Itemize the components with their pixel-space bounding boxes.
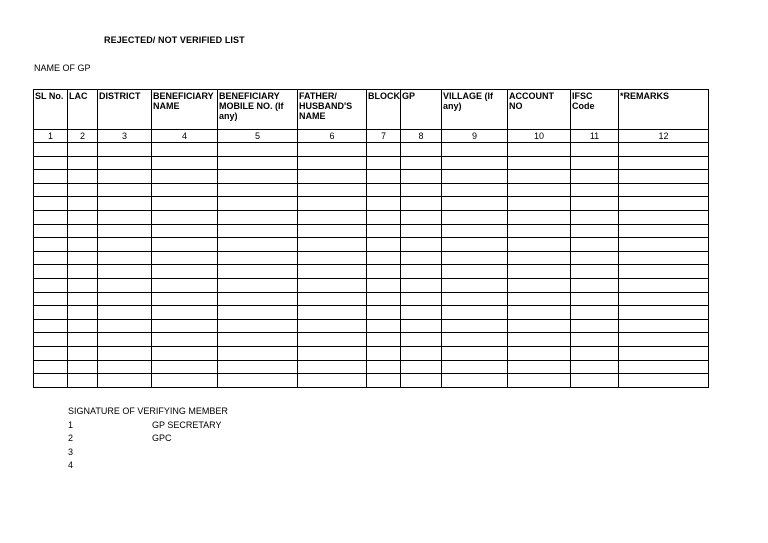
- table-cell: [619, 210, 709, 224]
- table-cell: [571, 210, 619, 224]
- table-cell: [571, 183, 619, 197]
- table-cell: [34, 319, 68, 333]
- table-cell: [218, 251, 298, 265]
- table-cell: [571, 251, 619, 265]
- table-cell: [401, 156, 442, 170]
- table-cell: [508, 292, 571, 306]
- table-cell: [367, 346, 401, 360]
- table-cell: [218, 210, 298, 224]
- table-row: [34, 183, 709, 197]
- table-cell: [298, 156, 367, 170]
- table-cell: [34, 333, 68, 347]
- table-cell: [442, 333, 508, 347]
- table-cell: [298, 197, 367, 211]
- col-header: *REMARKS: [619, 90, 709, 130]
- table-cell: [401, 278, 442, 292]
- table-cell: [401, 170, 442, 184]
- table-row: [34, 170, 709, 184]
- table-cell: [68, 197, 98, 211]
- table-cell: [98, 346, 152, 360]
- table-cell: [68, 319, 98, 333]
- column-number: 7: [367, 130, 401, 143]
- table-cell: [367, 224, 401, 238]
- table-cell: [508, 238, 571, 252]
- table-cell: [619, 306, 709, 320]
- table-cell: [152, 210, 218, 224]
- table-cell: [152, 360, 218, 374]
- table-cell: [401, 346, 442, 360]
- table-cell: [152, 265, 218, 279]
- member-role: GPC: [152, 433, 172, 444]
- table-row: [34, 265, 709, 279]
- table-cell: [442, 197, 508, 211]
- member-role: GP SECRETARY: [152, 419, 222, 430]
- column-number: 1: [34, 130, 68, 143]
- table-cell: [619, 333, 709, 347]
- table-cell: [68, 333, 98, 347]
- table-cell: [442, 251, 508, 265]
- table-cell: [98, 265, 152, 279]
- table-cell: [619, 156, 709, 170]
- table-cell: [619, 251, 709, 265]
- table-cell: [367, 374, 401, 388]
- column-number: 5: [218, 130, 298, 143]
- table-cell: [367, 292, 401, 306]
- table-cell: [218, 292, 298, 306]
- table-cell: [508, 333, 571, 347]
- table-cell: [401, 319, 442, 333]
- table-cell: [34, 183, 68, 197]
- table-cell: [98, 292, 152, 306]
- table-row: [34, 333, 709, 347]
- table-row: [34, 210, 709, 224]
- col-header: FATHER/ HUSBAND'S NAME: [298, 90, 367, 130]
- table-row: [34, 319, 709, 333]
- table-cell: [442, 156, 508, 170]
- table-cell: [442, 374, 508, 388]
- column-number: 12: [619, 130, 709, 143]
- table-cell: [619, 183, 709, 197]
- table-cell: [442, 143, 508, 157]
- col-header: LAC: [68, 90, 98, 130]
- table-cell: [508, 265, 571, 279]
- table-cell: [571, 333, 619, 347]
- table-cell: [619, 278, 709, 292]
- table-cell: [508, 197, 571, 211]
- table-cell: [68, 143, 98, 157]
- table-cell: [218, 143, 298, 157]
- table-cell: [218, 170, 298, 184]
- table-row: [34, 374, 709, 388]
- table-cell: [401, 306, 442, 320]
- table-row: [34, 306, 709, 320]
- table-cell: [619, 360, 709, 374]
- member-number: 3: [68, 446, 74, 457]
- table-cell: [152, 278, 218, 292]
- table-cell: [34, 278, 68, 292]
- table-cell: [34, 306, 68, 320]
- table-cell: [218, 224, 298, 238]
- table-cell: [98, 170, 152, 184]
- table-cell: [442, 292, 508, 306]
- table-cell: [298, 210, 367, 224]
- column-number: 11: [571, 130, 619, 143]
- table-cell: [298, 238, 367, 252]
- table-cell: [571, 319, 619, 333]
- table-cell: [571, 278, 619, 292]
- table-cell: [34, 346, 68, 360]
- table-cell: [619, 292, 709, 306]
- table-cell: [98, 278, 152, 292]
- table-cell: [34, 197, 68, 211]
- table-cell: [218, 278, 298, 292]
- table-cell: [218, 374, 298, 388]
- table-cell: [98, 319, 152, 333]
- table-cell: [367, 278, 401, 292]
- table-cell: [367, 319, 401, 333]
- table-cell: [298, 251, 367, 265]
- member-number: 2: [68, 433, 74, 444]
- table-cell: [34, 251, 68, 265]
- table-cell: [619, 143, 709, 157]
- table-cell: [34, 374, 68, 388]
- table-cell: [152, 374, 218, 388]
- table-row: [34, 197, 709, 211]
- table-cell: [34, 238, 68, 252]
- table-cell: [218, 360, 298, 374]
- table-cell: [442, 319, 508, 333]
- table-cell: [68, 292, 98, 306]
- table-cell: [98, 143, 152, 157]
- signature-member-row: [68, 419, 228, 433]
- table-cell: [619, 374, 709, 388]
- table-cell: [571, 292, 619, 306]
- table-cell: [508, 360, 571, 374]
- table-cell: [401, 238, 442, 252]
- signature-heading: SIGNATURE OF VERIFYING MEMBER: [68, 406, 228, 416]
- table-row: [34, 251, 709, 265]
- table-row: [34, 346, 709, 360]
- table-cell: [152, 156, 218, 170]
- table-cell: [508, 278, 571, 292]
- table-cell: [68, 265, 98, 279]
- table-cell: [367, 143, 401, 157]
- table-cell: [442, 210, 508, 224]
- table-cell: [442, 306, 508, 320]
- table-cell: [34, 265, 68, 279]
- table-cell: [571, 265, 619, 279]
- gp-name-label: NAME OF GP: [34, 63, 91, 73]
- table-cell: [367, 183, 401, 197]
- table-row: [34, 292, 709, 306]
- table-cell: [218, 333, 298, 347]
- table-row: [34, 360, 709, 374]
- table-cell: [98, 224, 152, 238]
- table-cell: [98, 360, 152, 374]
- table-row: [34, 156, 709, 170]
- table-cell: [367, 251, 401, 265]
- table-cell: [401, 143, 442, 157]
- col-header: DISTRICT: [98, 90, 152, 130]
- table-cell: [571, 143, 619, 157]
- col-header: ACCOUNT NO: [508, 90, 571, 130]
- table-cell: [152, 346, 218, 360]
- table-cell: [152, 170, 218, 184]
- table-cell: [68, 210, 98, 224]
- table-cell: [571, 224, 619, 238]
- table-cell: [34, 224, 68, 238]
- table-cell: [68, 346, 98, 360]
- table-cell: [298, 224, 367, 238]
- table-cell: [68, 170, 98, 184]
- signature-member-row: [68, 446, 228, 460]
- signature-section: [68, 405, 228, 473]
- table-cell: [68, 360, 98, 374]
- table-cell: [34, 156, 68, 170]
- table-cell: [367, 360, 401, 374]
- table-cell: [571, 360, 619, 374]
- table-cell: [298, 292, 367, 306]
- table-cell: [401, 197, 442, 211]
- table-cell: [34, 143, 68, 157]
- document-title: REJECTED/ NOT VERIFIED LIST: [104, 35, 245, 45]
- table-cell: [98, 374, 152, 388]
- table-cell: [152, 143, 218, 157]
- table-cell: [508, 156, 571, 170]
- column-number: 9: [442, 130, 508, 143]
- table-cell: [401, 265, 442, 279]
- table-cell: [218, 238, 298, 252]
- table-cell: [508, 143, 571, 157]
- table-cell: [442, 265, 508, 279]
- table-cell: [508, 306, 571, 320]
- col-header: IFSC Code: [571, 90, 619, 130]
- table-cell: [68, 374, 98, 388]
- table-cell: [218, 265, 298, 279]
- beneficiary-table: [33, 89, 709, 388]
- table-cell: [98, 251, 152, 265]
- table-cell: [442, 183, 508, 197]
- col-header: SL No.: [34, 90, 68, 130]
- table-cell: [68, 306, 98, 320]
- signature-member-row: [68, 432, 228, 446]
- table-cell: [68, 224, 98, 238]
- table-cell: [442, 224, 508, 238]
- table-cell: [619, 197, 709, 211]
- table-cell: [218, 183, 298, 197]
- table-cell: [298, 265, 367, 279]
- column-number-row: [34, 130, 709, 143]
- table-cell: [218, 156, 298, 170]
- col-header: GP: [401, 90, 442, 130]
- table-cell: [152, 319, 218, 333]
- table-cell: [571, 238, 619, 252]
- table-cell: [68, 238, 98, 252]
- table-cell: [619, 224, 709, 238]
- table-row: [34, 143, 709, 157]
- table-cell: [401, 292, 442, 306]
- table-cell: [619, 170, 709, 184]
- table-cell: [298, 183, 367, 197]
- table-cell: [68, 156, 98, 170]
- table-cell: [152, 238, 218, 252]
- table-cell: [401, 210, 442, 224]
- table-cell: [442, 360, 508, 374]
- table-cell: [98, 197, 152, 211]
- table-cell: [298, 346, 367, 360]
- table-cell: [298, 143, 367, 157]
- header-row: [34, 90, 709, 130]
- table-cell: [152, 306, 218, 320]
- member-number: 4: [68, 460, 74, 471]
- table-cell: [367, 197, 401, 211]
- table-cell: [98, 183, 152, 197]
- table-cell: [98, 306, 152, 320]
- table-cell: [298, 333, 367, 347]
- table-cell: [619, 238, 709, 252]
- table-cell: [619, 319, 709, 333]
- table-cell: [367, 238, 401, 252]
- column-number: 6: [298, 130, 367, 143]
- member-number: 1: [68, 419, 74, 430]
- table-cell: [218, 306, 298, 320]
- table-cell: [508, 319, 571, 333]
- table-cell: [571, 156, 619, 170]
- table-cell: [508, 224, 571, 238]
- table-cell: [401, 333, 442, 347]
- table-cell: [152, 224, 218, 238]
- table-cell: [401, 251, 442, 265]
- table-cell: [571, 346, 619, 360]
- table-row: [34, 224, 709, 238]
- table-cell: [298, 360, 367, 374]
- table-cell: [442, 346, 508, 360]
- table-cell: [508, 170, 571, 184]
- table-cell: [34, 210, 68, 224]
- table-cell: [367, 333, 401, 347]
- table-cell: [298, 306, 367, 320]
- table-cell: [34, 292, 68, 306]
- col-header: BLOCK: [367, 90, 401, 130]
- table-cell: [98, 156, 152, 170]
- table-cell: [152, 183, 218, 197]
- table-cell: [367, 170, 401, 184]
- table-cell: [218, 319, 298, 333]
- table-cell: [571, 170, 619, 184]
- column-number: 3: [98, 130, 152, 143]
- table-cell: [571, 374, 619, 388]
- table-cell: [98, 238, 152, 252]
- table-cell: [367, 210, 401, 224]
- table-cell: [367, 306, 401, 320]
- table-cell: [68, 183, 98, 197]
- table-cell: [152, 292, 218, 306]
- table-cell: [298, 319, 367, 333]
- table-cell: [401, 183, 442, 197]
- signature-member-row: [68, 459, 228, 473]
- table-cell: [508, 183, 571, 197]
- column-number: 4: [152, 130, 218, 143]
- table-cell: [442, 238, 508, 252]
- table-cell: [619, 265, 709, 279]
- table-row: [34, 238, 709, 252]
- table-cell: [218, 346, 298, 360]
- table-cell: [152, 197, 218, 211]
- table-cell: [571, 197, 619, 211]
- table-cell: [152, 251, 218, 265]
- col-header: BENEFICIARY MOBILE NO. (If any): [218, 90, 298, 130]
- column-number: 8: [401, 130, 442, 143]
- table-cell: [98, 210, 152, 224]
- table-cell: [367, 156, 401, 170]
- table-cell: [442, 278, 508, 292]
- table-cell: [401, 360, 442, 374]
- table-cell: [508, 210, 571, 224]
- table-cell: [401, 374, 442, 388]
- table-cell: [152, 333, 218, 347]
- table-cell: [68, 278, 98, 292]
- table-cell: [298, 170, 367, 184]
- table-cell: [401, 224, 442, 238]
- table-cell: [34, 360, 68, 374]
- col-header: VILLAGE (If any): [442, 90, 508, 130]
- table-cell: [619, 346, 709, 360]
- table-cell: [508, 251, 571, 265]
- table-cell: [442, 170, 508, 184]
- table-row: [34, 278, 709, 292]
- table-cell: [571, 306, 619, 320]
- column-number: 2: [68, 130, 98, 143]
- column-number: 10: [508, 130, 571, 143]
- table-cell: [68, 251, 98, 265]
- table-cell: [367, 265, 401, 279]
- table-cell: [218, 197, 298, 211]
- table-cell: [298, 278, 367, 292]
- table-cell: [98, 333, 152, 347]
- table-cell: [298, 374, 367, 388]
- table-cell: [508, 346, 571, 360]
- col-header: BENEFICIARY NAME: [152, 90, 218, 130]
- table-cell: [508, 374, 571, 388]
- table-cell: [34, 170, 68, 184]
